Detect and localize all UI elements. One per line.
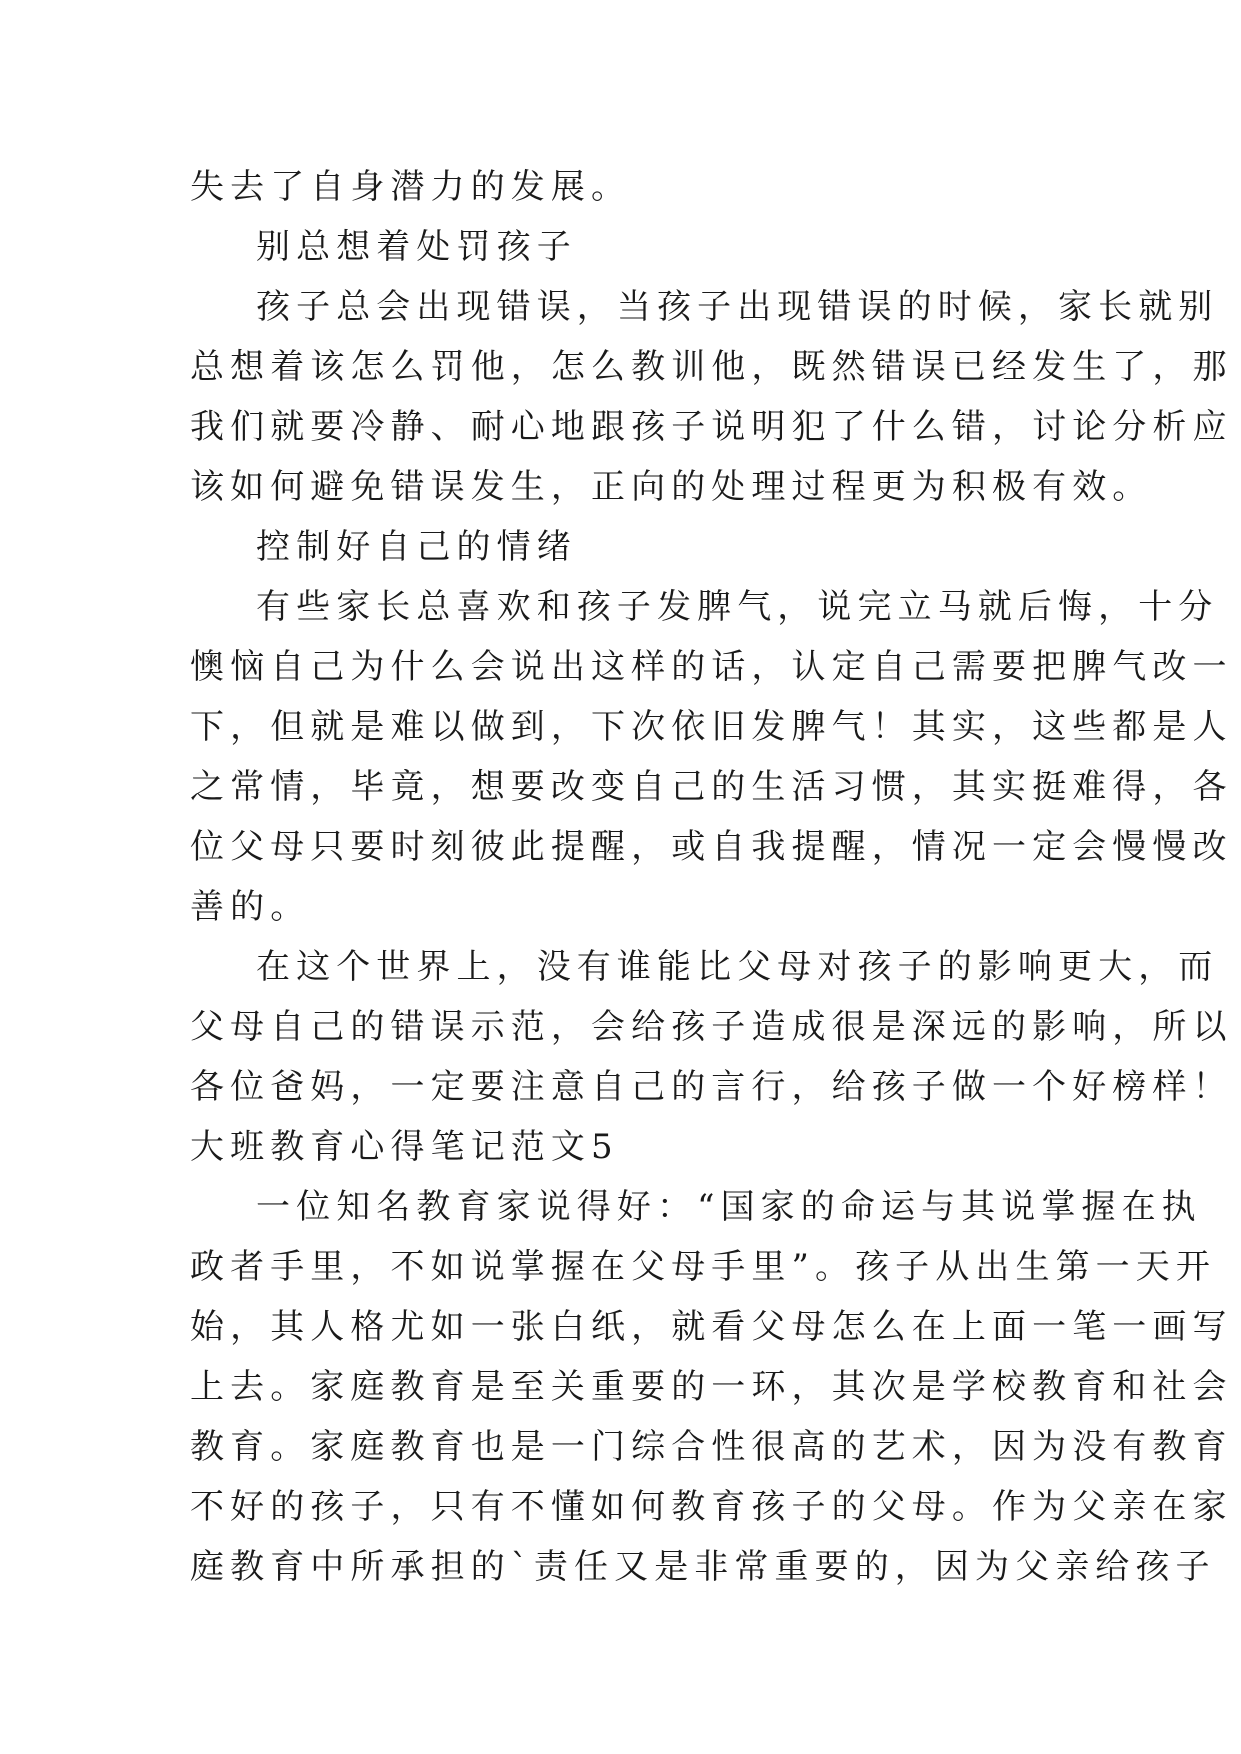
section-heading-emotions: 控制好自己的情绪 <box>256 527 577 567</box>
text-line-5: 我们就要冷静、耐心地跟孩子说明犯了什么错，讨论分析应 <box>190 407 1233 447</box>
text-line-19: 政者手里，不如说掌握在父母手里”。孩子从出生第一天开 <box>190 1247 1216 1287</box>
text-line-14: 在这个世界上，没有谁能比父母对孩子的影响更大，而 <box>256 947 1219 987</box>
text-line-9: 懊恼自己为什么会说出这样的话，认定自己需要把脾气改一 <box>190 647 1233 687</box>
text-line-20: 始，其人格尤如一张白纸，就看父母怎么在上面一笔一画写 <box>190 1307 1233 1347</box>
section-heading-punishment: 别总想着处罚孩子 <box>256 227 577 267</box>
text-line-10: 下，但就是难以做到，下次依旧发脾气！其实，这些都是人 <box>190 707 1233 747</box>
text-line-4: 总想着该怎么罚他，怎么教训他，既然错误已经发生了，那 <box>190 347 1233 387</box>
article-title: 大班教育心得笔记范文5 <box>190 1127 619 1167</box>
text-line-24: 庭教育中所承担的`责任又是非常重要的，因为父亲给孩子 <box>190 1547 1216 1587</box>
text-line-6: 该如何避免错误发生，正向的处理过程更为积极有效。 <box>190 467 1153 507</box>
text-line-22: 教育。家庭教育也是一门综合性很高的艺术，因为没有教育 <box>190 1427 1233 1467</box>
text-line-15: 父母自己的错误示范，会给孩子造成很是深远的影响，所以 <box>190 1007 1233 1047</box>
text-line-12: 位父母只要时刻彼此提醒，或自我提醒，情况一定会慢慢改 <box>190 827 1233 867</box>
text-line-8: 有些家长总喜欢和孩子发脾气，说完立马就后悔，十分 <box>256 587 1219 627</box>
text-line-21: 上去。家庭教育是至关重要的一环，其次是学校教育和社会 <box>190 1367 1233 1407</box>
text-line-23: 不好的孩子，只有不懂如何教育孩子的父母。作为父亲在家 <box>190 1487 1233 1527</box>
text-line-3: 孩子总会出现错误，当孩子出现错误的时候，家长就别 <box>256 287 1219 327</box>
text-line-1: 失去了自身潜力的发展。 <box>190 167 632 207</box>
text-line-13: 善的。 <box>190 887 311 927</box>
text-line-18: 一位知名教育家说得好：“国家的命运与其说掌握在执 <box>256 1187 1202 1227</box>
text-line-11: 之常情，毕竟，想要改变自己的生活习惯，其实挺难得，各 <box>190 767 1233 807</box>
text-line-16: 各位爸妈，一定要注意自己的言行，给孩子做一个好榜样！ <box>190 1067 1233 1107</box>
